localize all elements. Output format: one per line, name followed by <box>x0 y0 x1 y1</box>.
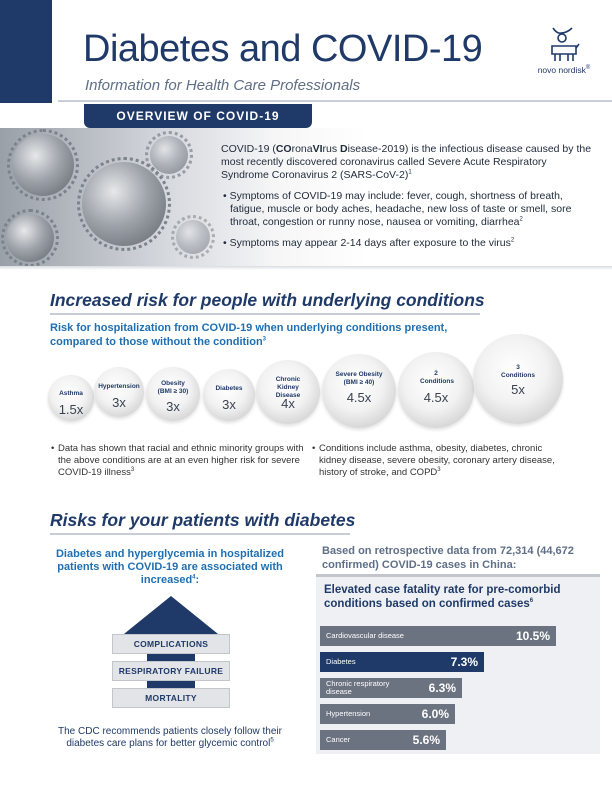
condition-label: 3 Conditions <box>501 364 535 379</box>
cfr-bar-value: 7.3% <box>450 655 478 669</box>
header-divider <box>58 100 612 102</box>
symptoms-bullet: • Symptoms of COVID-19 may include: fever, cough, shortness of breath, fatigue, muscle or body aches, headache, new loss of taste or smell, sore throat, congestion or runny nose, nausea or vomiting, diarrhea$^2$ <box>223 190 572 228</box>
cfr-bar-label: Diabetes <box>326 657 356 666</box>
outcome-mortality: MORTALITY <box>112 688 230 708</box>
cfr-bar <box>320 626 556 646</box>
virus-image <box>12 134 74 196</box>
retrospective-data-text: Based on retrospective data from 72,314 (44,672 confirmed) COVID-19 cases in China: <box>322 545 574 571</box>
risk-heading-underline <box>50 313 480 315</box>
registered-mark: ® <box>585 65 591 72</box>
condition-label: Severe Obesity (BMI ≥ 40) <box>335 371 383 386</box>
condition-sphere-ckd <box>256 360 320 424</box>
bullet-dot: • <box>312 443 316 454</box>
cfr-bar <box>320 678 462 698</box>
conditions-note <box>312 443 569 479</box>
cfr-bar-label: Cancer <box>326 735 351 744</box>
covid-definition <box>221 143 593 182</box>
condition-value: 4.5x <box>346 390 372 405</box>
condition-sphere-diabetes <box>203 369 255 421</box>
cfr-bar-value: 6.3% <box>428 681 456 695</box>
cfr-bar-value: 5.6% <box>412 733 440 747</box>
condition-sphere-2-conditions <box>398 352 474 428</box>
condition-value: 4.5x <box>423 390 449 405</box>
reference-mark: 5 <box>270 737 274 744</box>
page-title: Diabetes and COVID-19 <box>83 28 483 70</box>
definition-text: COVID-19 ( <box>221 143 276 155</box>
definition-text: isease-2019) is the infectious disease caused by the most recently discovered coronavirus called Severe Acute Respiratory Syndrome Coronavirus 2 (SARS-CoV-2) <box>221 143 592 181</box>
reference-mark: 2 <box>519 216 523 223</box>
virus-image <box>82 162 166 246</box>
cfr-bar-value: 10.5% <box>515 629 550 643</box>
condition-label: Hypertension <box>98 383 140 390</box>
cfr-bar <box>320 730 446 750</box>
condition-value: 3x <box>166 399 180 414</box>
minority-risk-note <box>51 443 304 479</box>
condition-value: 4x <box>281 396 295 411</box>
hyperglycemia-heading-tail: : <box>195 574 200 586</box>
condition-label: Obesity (BMI ≥ 30) <box>157 380 189 395</box>
cdc-text: The CDC recommends patients closely follow their diabetes care plans for better glycemic control <box>58 726 282 749</box>
condition-sphere-obesity <box>146 367 200 421</box>
logo-wordmark: novo nordisk <box>537 65 586 75</box>
cfr-title-text: Elevated case fatality rate for pre-comorbid conditions based on confirmed cases <box>324 584 561 610</box>
condition-sphere-3-conditions <box>473 334 563 424</box>
definition-text: rus <box>322 143 341 155</box>
condition-sphere-asthma <box>48 375 94 421</box>
overview-tab: OVERVIEW OF COVID-19 <box>84 104 312 128</box>
cfr-bar-label: Hypertension <box>326 709 371 718</box>
outcome-complications: COMPLICATIONS <box>112 634 230 654</box>
condition-value: 5x <box>511 382 525 397</box>
condition-label: Chronic Kidney Disease <box>275 376 301 399</box>
condition-label: 2 Conditions <box>420 370 454 385</box>
note-text: Conditions include asthma, obesity, diabetes, chronic kidney disease, severe obesity, coronary artery disease, history of stroke, and COPD <box>319 443 555 478</box>
diabetes-section-heading: Risks for your patients with diabetes <box>50 510 356 530</box>
condition-label: Asthma <box>59 390 83 397</box>
condition-value: 3x <box>112 395 126 410</box>
apis-bull-icon <box>547 24 581 64</box>
reference-mark: 2 <box>510 237 515 244</box>
virus-image <box>176 220 210 254</box>
bullet-dot: • <box>51 443 55 454</box>
reference-mark: 4 <box>192 574 196 581</box>
reference-mark: 1 <box>408 169 412 176</box>
reference-mark: 3 <box>437 466 441 473</box>
outcome-respiratory-failure: RESPIRATORY FAILURE <box>112 661 230 681</box>
cfr-bar-label: Chronic respiratory disease <box>326 679 390 696</box>
condition-sphere-hypertension <box>94 367 144 417</box>
cfr-chart-title <box>324 583 594 611</box>
risk-subheading-text: Risk for hospitalization from COVID-19 when underlying conditions present, compared to those without the condition <box>50 322 448 348</box>
risk-section-heading: Increased risk for people with underlying conditions <box>50 290 485 310</box>
reference-mark: 3 <box>130 466 135 473</box>
definition-emphasis: VI <box>312 143 323 155</box>
cfr-bar <box>320 704 455 724</box>
condition-sphere-severe-obesity <box>322 354 396 428</box>
overview-text <box>221 143 593 258</box>
bullet-text: Symptoms may appear 2-14 days after exposure to the virus <box>229 237 511 249</box>
hyperglycemia-heading-text: Diabetes and hyperglycemia in hospitalized patients with COVID-19 are associated with increased <box>55 548 284 586</box>
cfr-bar-label: Cardiovascular disease <box>326 631 404 640</box>
condition-value: 1.5x <box>58 402 84 417</box>
definition-emphasis: CO <box>275 143 292 155</box>
condition-label: Diabetes <box>215 385 243 392</box>
definition-text: rona <box>291 143 313 155</box>
exposure-bullet: • Symptoms may appear 2-14 days after exposure to the virus$^2$ <box>223 237 515 249</box>
virus-image <box>150 136 188 174</box>
cfr-bar-value: 6.0% <box>421 707 449 721</box>
reference-mark: 3 <box>262 336 267 343</box>
virus-image <box>6 214 54 262</box>
reference-mark: 6 <box>529 598 534 605</box>
bullet-text: Symptoms of COVID-19 may include: fever, cough, shortness of breath, fatigue, muscle or body aches, headache, new loss of taste or smell, sore throat, congestion or runny nose, nausea or vomiting, diarrhea <box>229 190 572 228</box>
page-subtitle: Information for Health Care Professionals <box>85 77 361 94</box>
hero-shadow <box>0 266 612 270</box>
hyperglycemia-heading <box>50 548 290 587</box>
note-text: Data has shown that racial and ethnic minority groups with the above conditions are at an even higher risk for severe COVID-19 illness <box>58 443 304 478</box>
risk-subheading <box>50 321 480 349</box>
cdc-recommendation <box>50 726 290 750</box>
diabetes-heading-underline <box>50 533 350 535</box>
novo-nordisk-logo <box>528 24 600 84</box>
definition-emphasis: D <box>340 143 348 155</box>
header-accent-bar <box>0 0 52 103</box>
cfr-bar <box>320 652 484 672</box>
condition-value: 3x <box>222 397 236 412</box>
